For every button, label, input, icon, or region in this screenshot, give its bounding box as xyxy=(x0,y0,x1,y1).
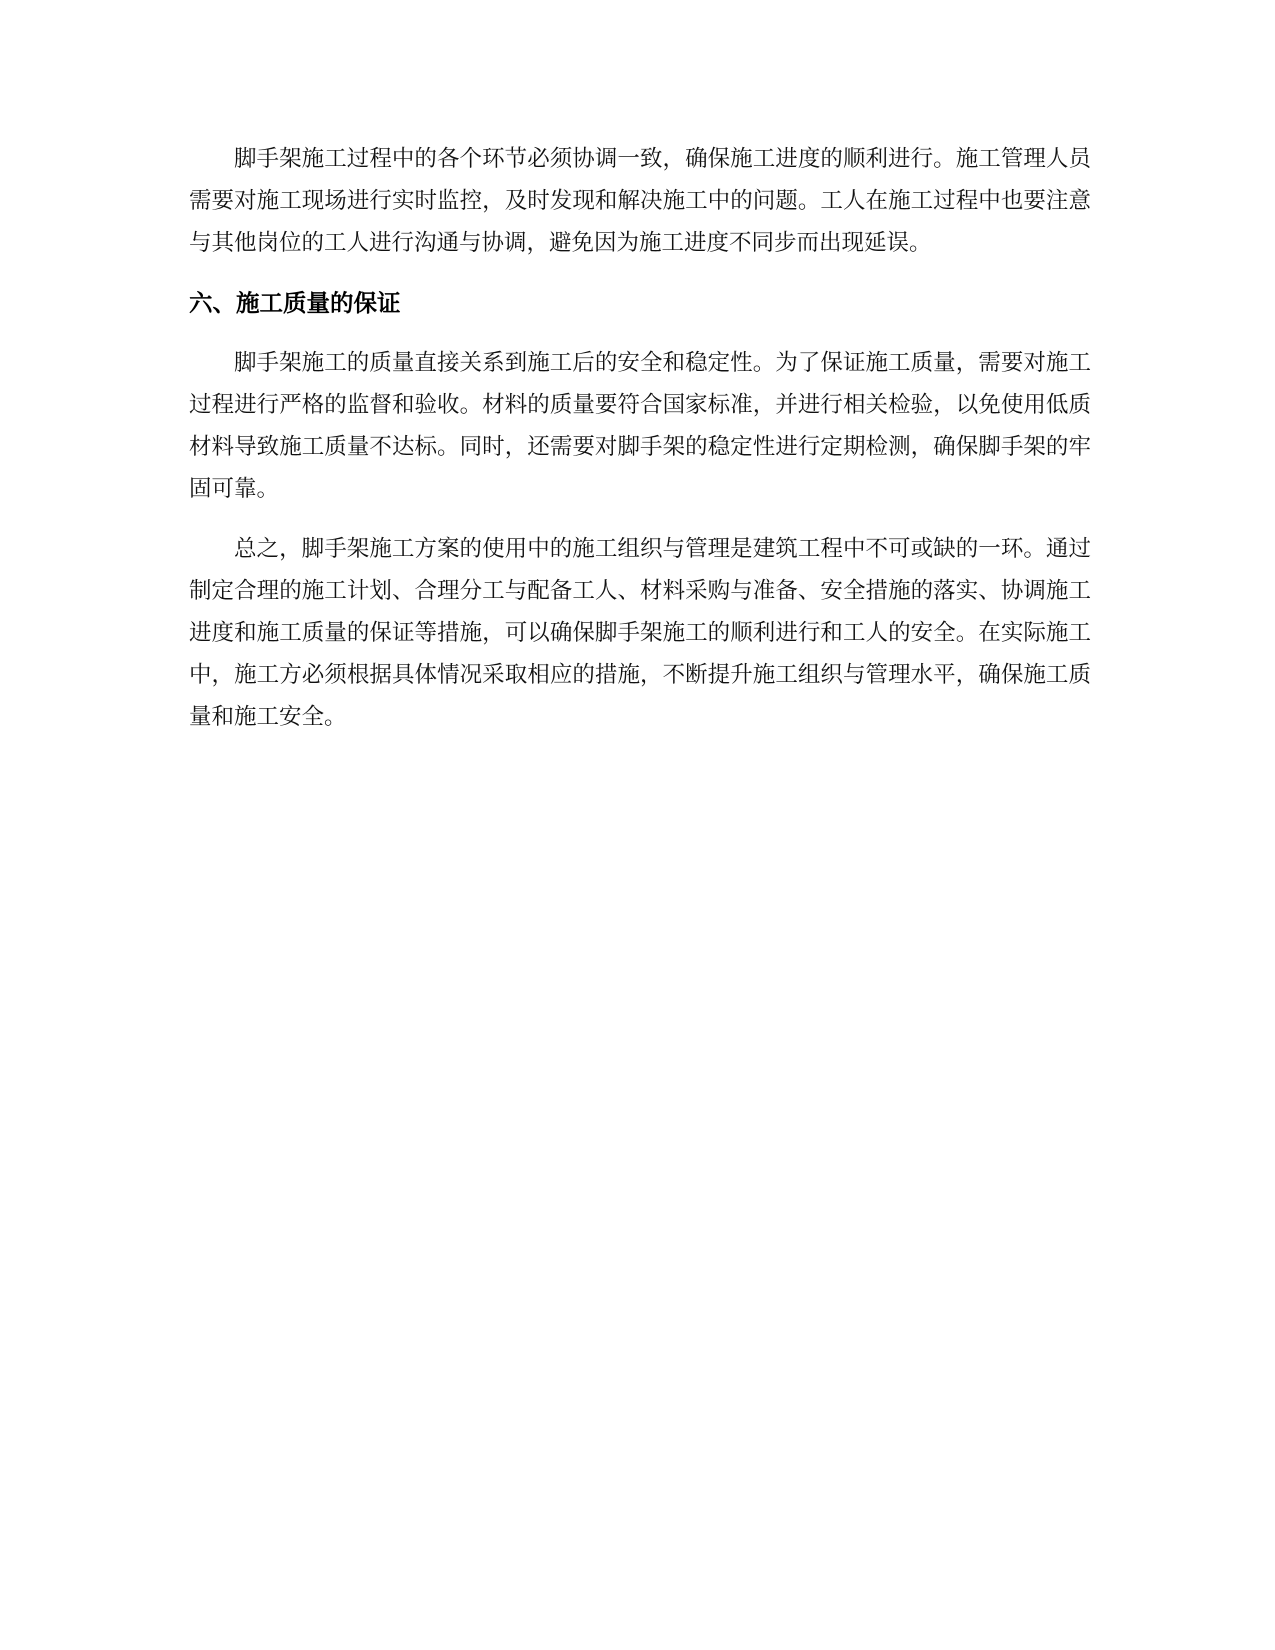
paragraph-construction-coordination: 脚手架施工过程中的各个环节必须协调一致，确保施工进度的顺利进行。施工管理人员需要对施工现场进行实时监控，及时发现和解决施工中的问题。工人在施工过程中也要注意与其他岗位的工人进行沟通与协调，避免因为施工进度不同步而出现延误。 xyxy=(189,146,1091,256)
paragraph-quality-assurance: 脚手架施工的质量直接关系到施工后的安全和稳定性。为了保证施工质量，需要对施工过程进行严格的监督和验收。材料的质量要符合国家标准，并进行相关检验，以免使用低质材料导致施工质量不达标。同时，还需要对脚手架的稳定性进行定期检测，确保脚手架的牢固可靠。 xyxy=(189,350,1091,502)
paragraph-conclusion: 总之，脚手架施工方案的使用中的施工组织与管理是建筑工程中不可或缺的一环。通过制定合理的施工计划、合理分工与配备工人、材料采购与准备、安全措施的落实、协调施工进度和施工质量的保证等措施，可以确保脚手架施工的顺利进行和工人的安全。在实际施工中，施工方必须根据具体情况采取相应的措施，不断提升施工组织与管理水平，确保施工质量和施工安全。 xyxy=(189,536,1091,730)
document-body xyxy=(189,138,1091,738)
section-heading-quality-assurance: 六、施工质量的保证 xyxy=(189,289,401,317)
